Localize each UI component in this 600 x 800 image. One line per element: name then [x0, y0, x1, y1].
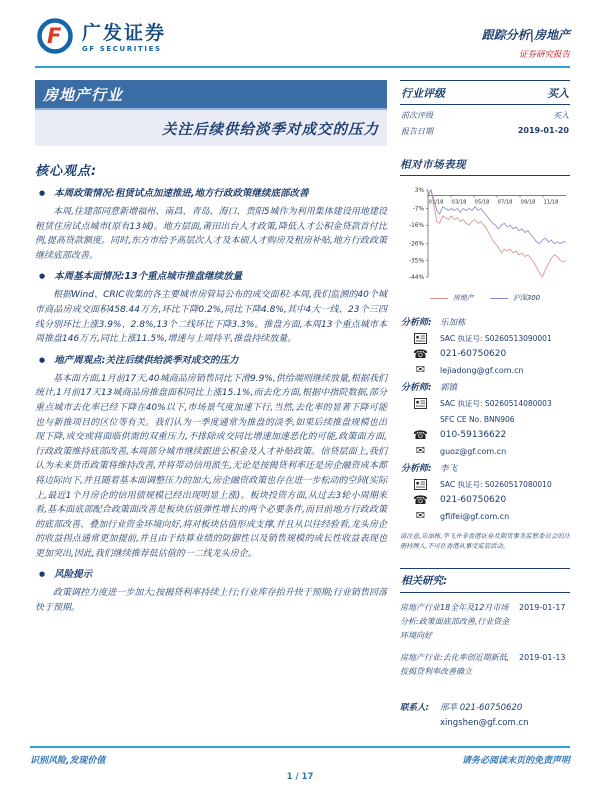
svg-text:09/18: 09/18	[520, 199, 536, 206]
prev-rating-row	[400, 105, 570, 121]
analyst-email: gflifei@gf.com.cn	[440, 511, 510, 521]
header-right	[482, 16, 570, 60]
analyst-label: 分析师:	[401, 464, 432, 474]
analyst-name: 李飞	[440, 463, 458, 474]
gf-logo-icon	[35, 16, 75, 60]
report-date-row	[400, 121, 570, 137]
related-research-item	[400, 651, 570, 679]
logo-name-cn: 广发证券	[82, 22, 167, 44]
bullet-title: 本周政策情况:租赁试点加速推进,地方行政政策继续底部改善	[54, 188, 309, 199]
industry-rating-row	[400, 80, 570, 105]
paragraph-fundamentals: 根据Wind、CRIC收集的各主要城市房管局公布的成交面积:本周,我们监测的40个城市商品房成交面积458.44万方,环比下降0.2%,同比下降4.8%,其中4大一线、23个三四线分别环比上涨3.9%、2.8%,13个二线环比下降3.3%。推盘方面,本周13个重点城市本周推盘146万方,同比上涨11.5%,增速与上周持平,推盘持续放量。	[35, 290, 387, 345]
content	[35, 80, 570, 728]
analyst-sfc: SFC CE No. BNN906	[440, 414, 515, 424]
analyst-block	[400, 461, 570, 522]
report-category: 证券研究报告	[518, 50, 570, 60]
analyst-block	[400, 380, 570, 457]
related-date: 2019-01-17	[519, 602, 566, 612]
logo-name-en: GF SECURITIES	[82, 45, 162, 53]
bullet-title: 风险提示	[54, 569, 93, 581]
line-chart	[400, 184, 570, 288]
analyst-block	[400, 315, 570, 376]
mail-icon: ✉	[415, 444, 426, 457]
bullet-dot-icon: ●	[39, 189, 46, 197]
analyst-name: 郭镇	[440, 382, 458, 393]
analyst-email: lejiadong@gf.com.cn	[440, 365, 524, 375]
legend-label: 房地产	[452, 294, 474, 302]
bullet-dot-icon: ●	[39, 355, 46, 364]
related-date: 2019-01-13	[519, 652, 566, 662]
rating-value: 买入	[547, 87, 569, 100]
report-type: 跟踪分析|房地产	[481, 28, 570, 42]
bullet-policy	[35, 187, 387, 200]
paragraph-risk: 政策调控力度进一步加大;按揭贷利率持续上行;行业库存抬升快于预期;行业销售回落快于预期。	[35, 588, 387, 614]
bullet-title: 本周基本面情况:13个重点城市推盘继续放量	[54, 271, 243, 283]
paragraph-policy: 本周,住建部同意新增福州、南昌、青岛、海口、贵阳5城作为利用集体建设用地建设租赁住房试点城市(原有13城)。地方层面,莆田出台人才政策,降低人才公积金贷款首付比例,提高贷款额度。同时,东方市给予高层次人才及本硕人才购房及租房补贴,地方行政政策继续底部改善。	[35, 207, 387, 261]
analyst-name: 乐加栋	[440, 317, 466, 328]
performance-chart	[400, 184, 570, 303]
logo-text	[82, 23, 166, 53]
analyst-phone: 021-60750620	[440, 349, 507, 359]
svg-text:-26%: -26%	[409, 241, 424, 248]
footer-divider	[30, 746, 570, 748]
analyst-phone: 021-60750620	[440, 495, 507, 505]
legend-label: 沪深300	[512, 294, 541, 302]
bullet-weekly-view	[35, 354, 387, 367]
analyst-label: 分析师:	[401, 383, 432, 393]
svg-text:03/18: 03/18	[451, 199, 467, 206]
analysts-section	[400, 315, 570, 522]
report-subtitle: 关注后续供给淡季对成交的压力	[35, 110, 387, 146]
bullet-title: 地产周观点:关注后续供给淡季对成交的压力	[54, 354, 239, 366]
contact-section	[400, 701, 570, 728]
footer-disclaimer: 请务必阅读末页的免责声明	[461, 756, 570, 766]
bullet-fundamentals	[35, 270, 387, 283]
analyst-sac: SAC 执证号: S0260514080003	[440, 398, 552, 408]
report-date-label: 报告日期	[401, 127, 433, 136]
id-card-icon	[400, 479, 440, 490]
performance-heading: 相对市场表现	[400, 157, 570, 176]
phone-icon: ☎	[413, 428, 428, 442]
svg-text:05/18: 05/18	[474, 199, 490, 206]
paragraph-weekly-view: 基本面方面,1月前17天,40城商品房销售同比下滑9.9%,供给端则继续放量,根据我们统计,1月前17天13城商品房推盘面积同比上涨15.1%,而去化方面,根据中指院数据,部分重点城市去化率已经下降在40%以下,市场景气度加速下行,当然,去化率的显著下降可能也与新推项目的区位等有关。我们认为一季度通常为推盘的淡季,如果后续推盘规模也出现下降,成交或将面临供需的双重压力,不排除成交同比增速加速恶化的可能,政策面方面,行政政策维持底部改善,本周部分城市继续跟进公积金及人才补贴政策。信贷层面上,我们认为未来货币政策将维持改善,并将带动信用派生,无论是按揭贷利率还是房企融资成本都将边际向下,并且随着基本面调整压力的加大,房企融资政策也存在进一步松动的空间(实际上,最近1个月房企的信用债规模已经出现明显上涨)。板块投资方面,从过去3轮小周期来看,基本面底部配合政策面改善是板块估值弹性增长的两个必要条件,而目前地方行政政策的底部改善、叠加行业资金环境向好,将对板块估值形成支撑,并且从以往经验看,龙头房企的收益拐点通常更加提前,并且由于结算业绩的防御性以及销售规模的成长性收益表现也更加突出,因此,我们继续推荐低估值的一二线龙头房企。	[35, 373, 387, 559]
hk-disclaimer-note: 请注意,乐加栋,李飞并非香港证券及期货事务监察委员会的注册持牌人,不可在香港从事受监管活动。	[400, 533, 570, 550]
mail-icon: ✉	[415, 363, 426, 376]
chart-legend	[400, 293, 570, 303]
contact-label: 联系人:	[400, 702, 429, 713]
related-title: 房地产行业:去化率创近期新低,按揭贷利率改善确立	[400, 652, 510, 676]
svg-text:01/18: 01/18	[428, 199, 444, 206]
page-number: 1 / 17	[286, 772, 314, 782]
header-divider	[35, 66, 570, 68]
analyst-sac: SAC 执证号: S0260517080010	[440, 479, 552, 489]
bullet-dot-icon: ●	[39, 570, 46, 579]
analyst-phone: 010-59136622	[440, 430, 507, 440]
svg-text:-35%: -35%	[409, 258, 424, 265]
prev-rating-label: 前次评级	[401, 111, 433, 120]
rating-label: 行业评级	[401, 87, 445, 100]
related-research-heading: 相关研究:	[400, 568, 570, 593]
id-card-icon	[400, 333, 440, 344]
legend-item-realestate	[430, 293, 474, 303]
sidebar	[400, 80, 570, 728]
core-viewpoints-heading: 核心观点:	[35, 164, 98, 179]
analyst-label: 分析师:	[401, 318, 432, 328]
analyst-email: guoz@gf.com.cn	[440, 446, 507, 456]
legend-line-blue	[490, 298, 508, 299]
phone-icon: ☎	[413, 493, 428, 507]
main-column	[35, 80, 387, 728]
bullet-dot-icon: ●	[39, 272, 46, 281]
legend-item-hs300	[490, 293, 540, 303]
svg-text:F: F	[47, 24, 62, 48]
prev-rating-value: 买入	[553, 111, 569, 120]
svg-text:-7%: -7%	[412, 206, 424, 213]
id-card-icon	[400, 398, 440, 409]
legend-line-red	[430, 298, 448, 299]
bullet-risk	[35, 568, 387, 581]
analyst-sac: SAC 执证号: S0260513090001	[440, 333, 552, 343]
related-research-item	[400, 601, 570, 643]
header	[0, 0, 600, 60]
contact-email: xingshen@gf.com.cn	[440, 717, 529, 728]
svg-text:-44%: -44%	[409, 275, 424, 281]
footer-slogan: 识别风险,发现价值	[30, 756, 106, 766]
related-title: 房地产行业18全年及12月市场分析:政策面底部改善,行业资金环境向好	[400, 602, 510, 640]
svg-text:-16%: -16%	[409, 223, 424, 230]
report-date-value: 2019-01-20	[517, 126, 569, 135]
phone-icon: ☎	[413, 347, 428, 361]
contact-name-phone: 邢莘 021-60750620	[440, 702, 523, 713]
footer	[0, 746, 600, 782]
svg-text:3%: 3%	[414, 188, 424, 194]
gf-securities-logo	[35, 16, 166, 60]
svg-text:11/18: 11/18	[543, 199, 559, 206]
industry-title: 房地产行业	[35, 80, 387, 110]
svg-text:07/18: 07/18	[497, 199, 513, 206]
mail-icon: ✉	[415, 509, 426, 522]
